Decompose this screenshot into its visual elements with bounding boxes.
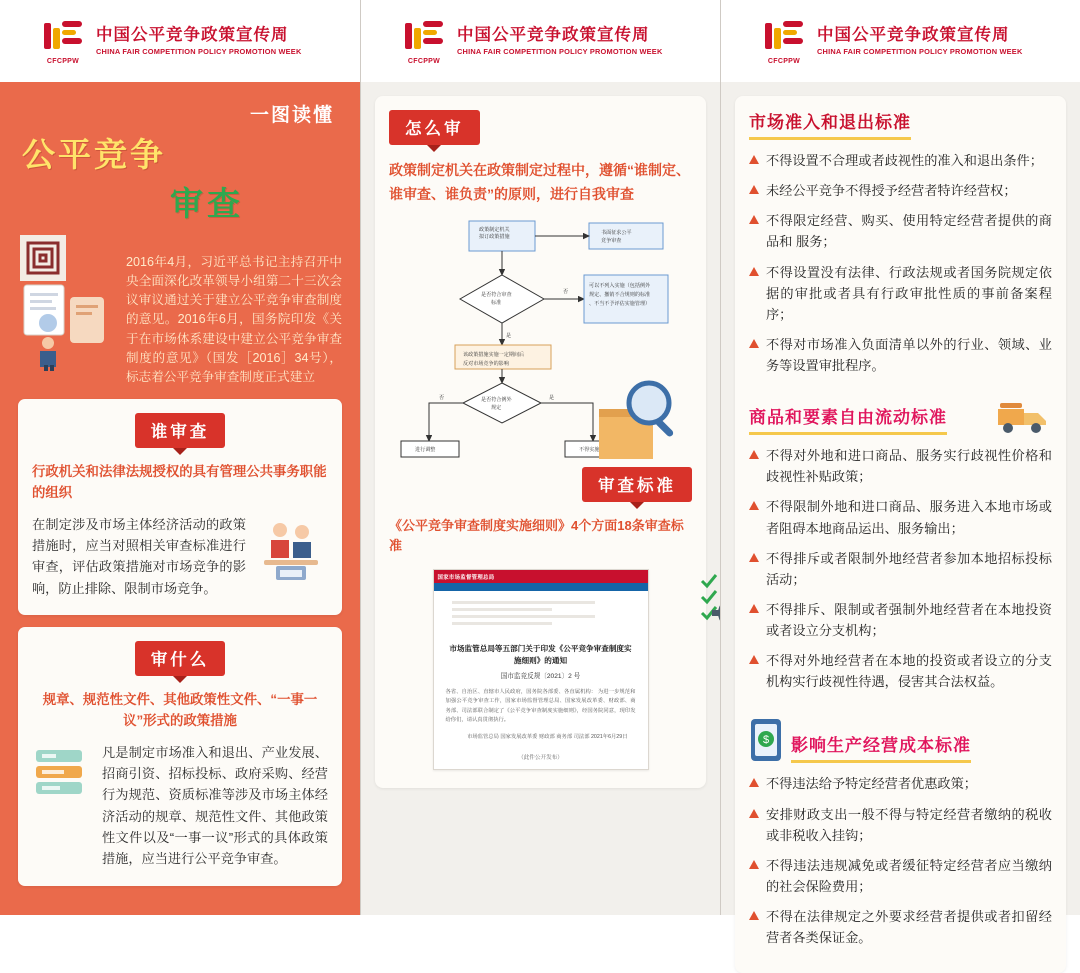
document-list-lines bbox=[434, 591, 648, 633]
list-item bbox=[749, 906, 1052, 948]
who-body-row bbox=[32, 514, 328, 600]
document-signature: 市场监管总局 国家发展改革委 财政部 商务部 司法部 2021年6月29日 bbox=[467, 734, 628, 741]
list-item bbox=[749, 496, 1052, 538]
section-operating-cost bbox=[749, 717, 1052, 948]
person-icon bbox=[40, 337, 56, 371]
header-title-cn: 中国公平竞争政策宣传周 bbox=[96, 25, 289, 44]
what-lead: 规章、规范性文件、其他政策性文件、“一事一议”形式的政策措施 bbox=[42, 692, 318, 728]
document-title: 市场监管总局等五部门关于印发《公平竞争审查制度实施细则》的通知 bbox=[449, 644, 632, 665]
flowchart bbox=[393, 217, 689, 459]
card-how-review bbox=[375, 96, 706, 788]
svg-text:规定、撤销不合规则的标准: 规定、撤销不合规则的标准 bbox=[588, 291, 650, 298]
logo-caption-2: CFCPPW bbox=[407, 58, 441, 65]
list-item bbox=[749, 599, 1052, 641]
svg-text:竞争审查: 竞争审查 bbox=[600, 237, 621, 244]
svg-text:是: 是 bbox=[548, 394, 554, 401]
panel-overview bbox=[0, 0, 360, 915]
list-item-text: 不得违法给予特定经营者优惠政策； bbox=[766, 776, 977, 792]
panel1-header bbox=[0, 0, 360, 82]
illustration-documents bbox=[18, 231, 122, 371]
list-item bbox=[749, 804, 1052, 846]
doc-line bbox=[452, 615, 596, 618]
header-title-en-3: CHINA FAIR COMPETITION POLICY PROMOTION WEEK bbox=[817, 47, 1023, 57]
logo-bars-icon-2 bbox=[405, 21, 443, 51]
what-body-row bbox=[32, 742, 328, 870]
svg-text:不得实施: 不得实施 bbox=[578, 446, 599, 453]
ribbon-standard-wrap bbox=[389, 467, 692, 502]
section1-title: 市场准入和退出标准 bbox=[749, 108, 911, 140]
cfcppw-logo-icon bbox=[40, 17, 86, 65]
svg-text:反对市场竞争的影响: 反对市场竞争的影响 bbox=[462, 360, 509, 367]
document-site-header bbox=[434, 570, 648, 583]
illustration-documents-svg bbox=[18, 231, 122, 371]
document-screenshot bbox=[433, 569, 649, 769]
magnifier-illustration-icon bbox=[593, 375, 685, 463]
how-lead: 政策制定机关在政策制定过程中，遵循“谁制定、谁审查、谁负责”的原则，进行自我审查 bbox=[389, 162, 690, 202]
document-site-title: 国家市场监督管理总局 bbox=[437, 574, 495, 581]
cfcppw-logo-icon-2 bbox=[401, 17, 447, 65]
svg-text:是: 是 bbox=[505, 332, 511, 339]
list-item bbox=[749, 262, 1052, 325]
card-what-reviewed bbox=[18, 627, 342, 886]
list-item-text: 不得限制外地和进口商品、服务进入本地市场或者阻碍本地商品运出、服务输出； bbox=[766, 499, 1052, 536]
list-item bbox=[749, 445, 1052, 487]
svg-text:标准: 标准 bbox=[490, 299, 501, 306]
svg-text:进行调整: 进行调整 bbox=[414, 446, 435, 453]
list-item-text: 不得在法律规定之外要求经营者提供或者扣留经营者各类保证金。 bbox=[766, 909, 1052, 946]
doc-line bbox=[452, 608, 553, 611]
truck-icon bbox=[996, 401, 1052, 435]
panel-standards bbox=[720, 0, 1080, 946]
panel2-body bbox=[361, 82, 720, 915]
logo-caption-3: CFCPPW bbox=[767, 58, 801, 65]
list-item-text: 不得排斥、限制或者强制外地经营者在本地投资或者设立分支机构； bbox=[766, 601, 1052, 638]
spacer bbox=[749, 701, 1052, 717]
section-free-flow bbox=[749, 401, 1052, 692]
panel3-body bbox=[721, 82, 1080, 946]
header-title-en-2: CHINA FAIR COMPETITION POLICY PROMOTION WEEK bbox=[457, 47, 663, 57]
triangle-bullet-icon bbox=[749, 809, 759, 818]
svg-text:是否符合审查: 是否符合审查 bbox=[480, 291, 512, 298]
list-item bbox=[749, 334, 1052, 376]
section1-bullets bbox=[749, 150, 1052, 376]
list-item bbox=[749, 150, 1052, 171]
list-item bbox=[749, 548, 1052, 590]
svg-text:否: 否 bbox=[562, 288, 568, 295]
triangle-bullet-icon bbox=[749, 155, 759, 164]
triangle-bullet-icon bbox=[749, 604, 759, 613]
triangle-bullet-icon bbox=[749, 553, 759, 562]
phone-money-icon bbox=[749, 717, 783, 763]
triangle-bullet-icon bbox=[749, 450, 759, 459]
section3-bullets bbox=[749, 773, 1052, 948]
ribbon-what-wrap bbox=[32, 641, 328, 676]
who-body: 在制定涉及市场主体经济活动的政策措施时，应当对照相关审查标准进行审查，评估政策措施对市场竞争的影响，防止排除、限制市场竞争。 bbox=[32, 516, 246, 596]
triangle-bullet-icon bbox=[749, 501, 759, 510]
list-item-text: 安排财政支出一般不得与特定经营者缴纳的税收或非税收入挂钩； bbox=[766, 806, 1052, 843]
card-who-reviews bbox=[18, 399, 342, 615]
illustration-checklist-icon bbox=[32, 742, 94, 804]
header-title-en: CHINA FAIR COMPETITION POLICY PROMOTION WEEK bbox=[96, 47, 302, 57]
intro-paragraph: 2016年4月，习近平总书记主持召开中央全面深化改革领导小组第二十三次会议审议通过关于建立公平竞争审查制度的意见。2016年6月，国务院印发《关于在市场体系建设中建立公平竞争审查制度的意见》（国发［2016］34号），标志着公平竞争审查制度正式建立 bbox=[126, 255, 342, 384]
svg-text:是否符合例外: 是否符合例外 bbox=[480, 396, 512, 403]
list-item-text: 不得设置不合理或者歧视性的准入和退出条件； bbox=[766, 153, 1043, 168]
panel1-header-text bbox=[96, 26, 301, 57]
list-item-text: 未经公平竞争不得授予经营者特许经营权； bbox=[766, 183, 1017, 199]
svg-text:否: 否 bbox=[438, 394, 444, 401]
document-code: 国市监竞反规〔2021〕2 号 bbox=[500, 672, 581, 680]
who-lead: 行政机关和法律法规授权的具有管理公共事务职能的组织 bbox=[32, 463, 327, 500]
document-paragraph: 各省、自治区、直辖市人民政府，国务院各部委、各直属机构： 为进一步规范和加强公平竞争审查工作，国家市场监督管理总局、国家发展改革委、财政部、商务部、司法部联合制定了《公平竞争审查制度实施细则》，经国务院同意，现印发给你们，请认真贯彻执行。 bbox=[445, 688, 636, 723]
svg-text:拟订政策措施: 拟订政策措施 bbox=[478, 233, 510, 240]
section3-title: 影响生产经营成本标准 bbox=[791, 731, 971, 763]
triangle-bullet-icon bbox=[749, 655, 759, 664]
triangle-bullet-icon bbox=[749, 185, 759, 194]
logo-bars-icon bbox=[44, 21, 82, 51]
svg-text:规定: 规定 bbox=[490, 404, 501, 411]
triangle-bullet-icon bbox=[749, 778, 759, 787]
panel2-header bbox=[361, 0, 720, 82]
section2-bullets bbox=[749, 445, 1052, 692]
illustration-team-icon bbox=[254, 514, 328, 588]
svg-text:书面征求公平: 书面征求公平 bbox=[600, 229, 632, 236]
list-item-text: 不得对外地和进口商品、服务实行歧视性价格和歧视性补贴政策； bbox=[766, 448, 1052, 485]
ribbon-how-label: 怎么审 bbox=[389, 110, 480, 145]
logo-bars-icon-3 bbox=[765, 21, 803, 51]
triangle-bullet-icon bbox=[749, 215, 759, 224]
doc-line bbox=[452, 601, 596, 604]
spacer bbox=[749, 385, 1052, 401]
list-item-text: 不得设置没有法律、行政法规或者国务院规定依据的审批或者具有行政审批性质的事前备案程序； bbox=[766, 264, 1052, 322]
list-item-text: 不得违法违规减免或者缓征特定经营者应当缴纳的社会保险费用； bbox=[766, 857, 1052, 894]
ribbon-how-wrap bbox=[389, 110, 692, 145]
list-item-text: 不得排斥或者限制外地经营者参加本地招标投标活动； bbox=[766, 550, 1052, 587]
standard-note: 《公平竞争审查制度实施细则》4个方面18条审查标准 bbox=[389, 517, 684, 554]
list-item bbox=[749, 773, 1052, 794]
triangle-bullet-icon bbox=[749, 860, 759, 869]
intro-block bbox=[18, 231, 342, 387]
panel3-header-text bbox=[817, 26, 1022, 57]
list-item-text: 不得对外地经营者在本地的投资或者设立的分支机构实行歧视性待遇，侵害其合法权益。 bbox=[766, 653, 1052, 690]
list-item-text: 不得对市场准入负面清单以外的行业、领域、业务等设置审批程序。 bbox=[766, 336, 1052, 373]
eyebrow-text: 一图读懂 bbox=[249, 105, 334, 126]
doc-line bbox=[452, 622, 553, 625]
panel1-body bbox=[0, 82, 360, 915]
ribbon-who-label: 谁审查 bbox=[135, 413, 226, 448]
ribbon-what-label: 审什么 bbox=[135, 641, 226, 676]
section2-title: 商品和要素自由流动标准 bbox=[749, 403, 947, 435]
standards-card bbox=[735, 96, 1066, 973]
svg-text:$: $ bbox=[762, 734, 770, 747]
poster-title-sub: 审查 bbox=[170, 185, 244, 222]
panel2-header-text bbox=[457, 26, 662, 57]
document-footer: （此件公开发布） bbox=[518, 754, 563, 761]
section-market-access bbox=[749, 108, 1052, 376]
logo-caption: CFCPPW bbox=[46, 58, 80, 65]
section3-title-row bbox=[749, 717, 1052, 763]
panel3-header bbox=[721, 0, 1080, 82]
list-item bbox=[749, 210, 1052, 252]
list-item bbox=[749, 650, 1052, 692]
poster-title-main: 公平竞争 bbox=[22, 136, 166, 173]
cfcppw-logo-icon-3 bbox=[761, 17, 807, 65]
ribbon-who-wrap bbox=[32, 413, 328, 448]
svg-text:可以不列入实施（包括例外: 可以不列入实施（包括例外 bbox=[588, 282, 650, 289]
document-site-nav bbox=[434, 583, 648, 591]
triangle-bullet-icon bbox=[749, 267, 759, 276]
triangle-bullet-icon bbox=[749, 339, 759, 348]
panel-process bbox=[360, 0, 720, 915]
triangle-bullet-icon bbox=[749, 911, 759, 920]
list-item bbox=[749, 855, 1052, 897]
header-title-cn-3: 中国公平竞争政策宣传周 bbox=[817, 25, 1010, 44]
list-item bbox=[749, 180, 1052, 201]
what-body: 凡是制定市场准入和退出、产业发展、招商引资、招标投标、政府采购、经营行为规范、资质标准等涉及市场主体经济活动的规章、规范性文件、其他政策性文件以及“一事一议”形式的具体政策措施，应当进行公平竞争审查。 bbox=[102, 744, 328, 867]
svg-text:该政策措施实施一定期间后: 该政策措施实施一定期间后 bbox=[462, 351, 524, 358]
svg-text:政策制定机关: 政策制定机关 bbox=[478, 226, 510, 233]
list-item-text: 不得限定经营、购买、使用特定经营者提供的商品和 服务； bbox=[766, 213, 1052, 250]
header-title-cn-2: 中国公平竞争政策宣传周 bbox=[457, 25, 650, 44]
section1-title-row bbox=[749, 108, 1052, 140]
section2-title-row bbox=[749, 401, 1052, 435]
ribbon-standard-label: 审查标准 bbox=[582, 467, 692, 502]
svg-text:、不当不予评估实施管理）: 、不当不予评估实施管理） bbox=[588, 300, 650, 307]
